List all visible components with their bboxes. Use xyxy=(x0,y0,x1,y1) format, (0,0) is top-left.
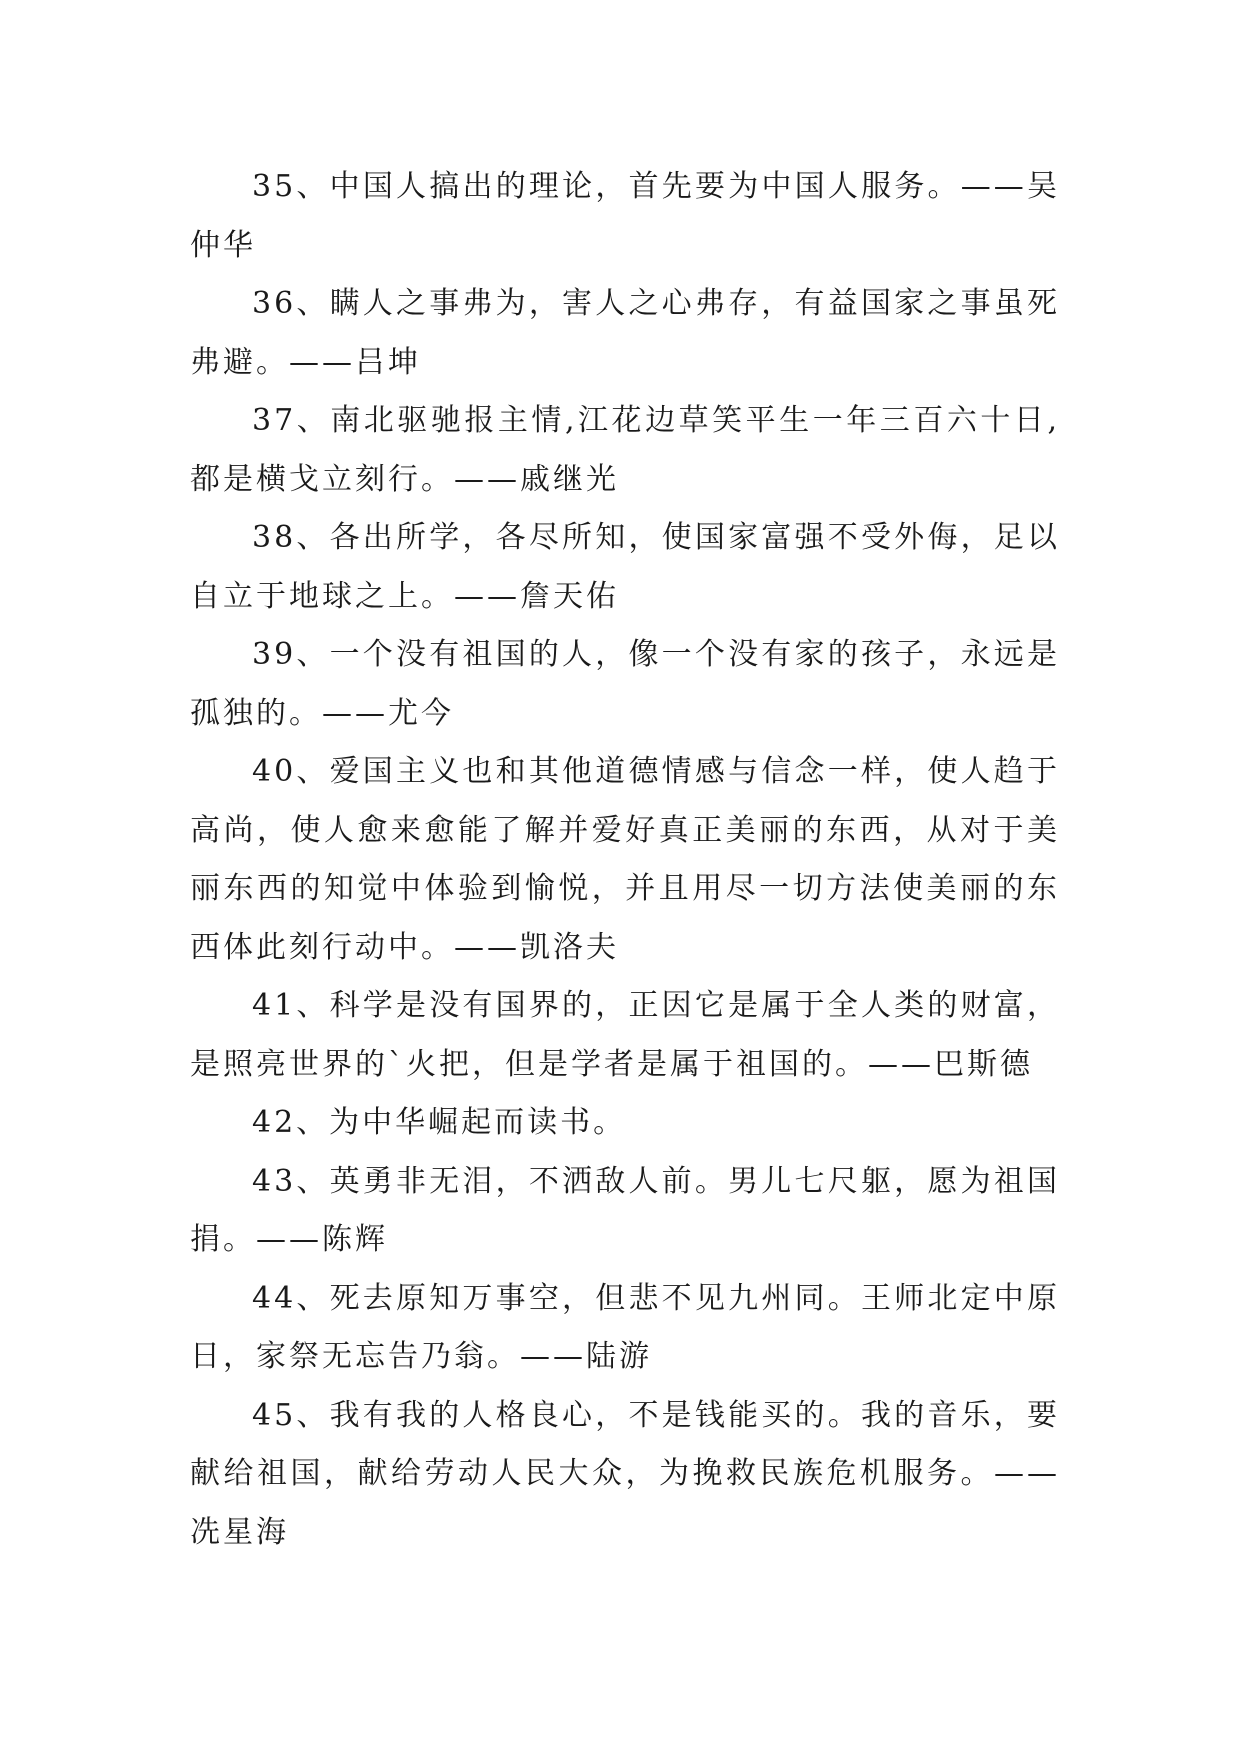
quote-36: 36、瞒人之事弗为，害人之心弗存，有益国家之事虽死弗避。——吕坤 xyxy=(190,286,1060,380)
quote-39: 39、一个没有祖国的人，像一个没有家的孩子，永远是孤独的。——尤今 xyxy=(190,637,1060,731)
quote-38: 38、各出所学，各尽所知，使国家富强不受外侮，足以自立于地球之上。——詹天佑 xyxy=(190,520,1060,614)
quote-42: 42、为中华崛起而读书。 xyxy=(252,1105,627,1140)
quote-44: 44、死去原知万事空，但悲不见九州同。王师北定中原日，家祭无忘告乃翁。——陆游 xyxy=(190,1280,1060,1374)
quote-43: 43、英勇非无泪，不洒敌人前。男儿七尺躯，愿为祖国捐。——陈辉 xyxy=(190,1163,1060,1257)
quote-40: 40、爱国主义也和其他道德情感与信念一样，使人趋于高尚，使人愈来愈能了解并爱好真正美丽的东西，从对于美丽东西的知觉中体验到愉悦，并且用尽一切方法使美丽的东西体此刻行动中。——凯洛夫 xyxy=(190,754,1060,965)
quote-35: 35、中国人搞出的理论，首先要为中国人服务。——吴仲华 xyxy=(190,169,1060,263)
quote-45: 45、我有我的人格良心，不是钱能买的。我的音乐，要献给祖国，献给劳动人民大众，为挽救民族危机服务。——冼星海 xyxy=(190,1397,1060,1550)
quote-list xyxy=(190,158,1060,1562)
quote-37: 37、南北驱驰报主情,江花边草笑平生一年三百六十日,都是横戈立刻行。——戚继光 xyxy=(190,403,1060,497)
quote-41: 41、科学是没有国界的，正因它是属于全人类的财富，是照亮世界的`火把，但是学者是属于祖国的。——巴斯德 xyxy=(190,988,1060,1082)
